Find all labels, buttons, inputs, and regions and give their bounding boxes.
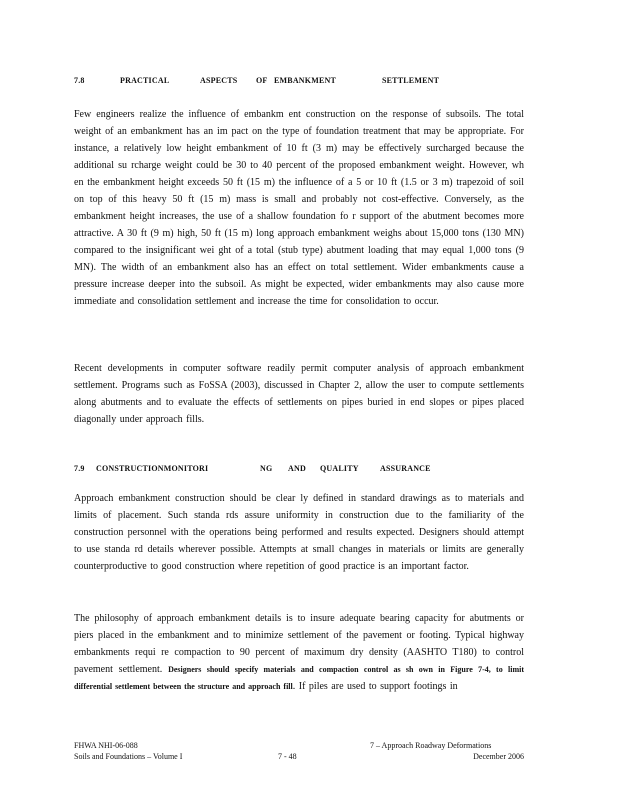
heading-word: NG — [260, 464, 273, 473]
section-number: 7.9 — [74, 464, 85, 473]
footer-document-title: Soils and Foundations – Volume I — [74, 752, 183, 761]
footer-page-number: 7 - 48 — [278, 752, 297, 761]
heading-word: EMBANKMENT — [274, 76, 336, 85]
paragraph-standard-drawings: Approach embankment construction should be clear ly defined in standard drawings as to materials and limits of placement. Such standa rds assure uniformity in construction due to the familiarity of the construction personnel with the operations being performed and results expected. Designers should attempt to use standa rd details wherever possible. Attempts at small changes in materials or limits are generally counterproductive to good construction where repetition of good practice is an important factor. — [74, 493, 524, 572]
heading-word: ASSURANCE — [380, 464, 431, 473]
footer-chapter-title: 7 – Approach Roadway Deformations — [370, 741, 492, 750]
footer-left — [74, 740, 274, 762]
paragraph-text: The philosophy of approach embankment details is to insure adequate bearing capacity for abutments or piers placed in the embankment and to minimize settlement of the pavement or footing. Typical highway embankments requi re compaction to 90 percent of maximum dry density (AASHTO T180) to control pavement settlement. — [74, 613, 524, 675]
heading-word: ASPECTS — [200, 76, 238, 85]
section-heading-7-8 — [74, 76, 514, 85]
heading-word: QUALITY — [320, 464, 359, 473]
heading-word: SETTLEMENT — [382, 76, 440, 85]
paragraph-philosophy — [74, 610, 524, 695]
paragraph-embankment-influence: Few engineers realize the influence of embankm ent construction on the response of subsoils. The total weight of an embankment has an im pact on the type of foundation treatment that may be appropriate. For instance, a relatively low height embankment of 10 ft (3 m) may be effectively surcharged because the additional su rcharge weight could be 30 to 40 percent of the proposed embankment weight. However, wh en the embankment height exceeds 50 ft (15 m) the influence of a 5 or 10 ft (1.5 or 3 m) trapezoid of soil on top of this heavy 50 ft (15 m) mass is small and probably not cost-effective. Conversely, as the embankment height increases, the use of a shallow foundation fo r support of the abutment becomes more attractive. A 30 ft (9 m) high, 50 ft (15 m) long approach embankment weighs about 15,000 tons (130 MN) compared to the insignificant wei ght of a total (stub type) abutment loading that may equal 1,000 tons (9 MN). The width of an embankment also has an effect on total settlement. Wider embankments cause a pressure increase deeper into the subsoil. As might be expected, wider embankments may also cause more immediate and consolidation settlement and increase the time for consolidation to occur. — [74, 109, 524, 307]
footer-date: December 2006 — [473, 752, 524, 761]
paragraph-text: . If piles are used to support footings in — [292, 681, 458, 692]
heading-word: AND — [288, 464, 306, 473]
section-heading-7-9 — [74, 464, 514, 473]
heading-word: OF — [256, 76, 268, 85]
heading-word: CONSTRUCTIONMONITORI — [96, 464, 209, 473]
footer-report-number: FHWA NHI-06-088 — [74, 741, 138, 750]
paragraph-computer-analysis: Recent developments in computer software readily permit computer analysis of approach embankment settlement. Programs such as FoSSA (2003), discussed in Chapter 2, allow the user to compute settlements along abutments and to evaluate the effects of settlements on pipes buried in end slopes or pipes placed diagonally under approach fills. — [74, 363, 524, 425]
section-number: 7.8 — [74, 76, 85, 85]
emphasized-text: Designers should specify materials and compaction control as sh own in Figure 7-4, to limit differential settlement between the structure and approach fill — [74, 665, 524, 691]
heading-word: PRACTICAL — [120, 76, 170, 85]
footer-right — [370, 740, 524, 762]
